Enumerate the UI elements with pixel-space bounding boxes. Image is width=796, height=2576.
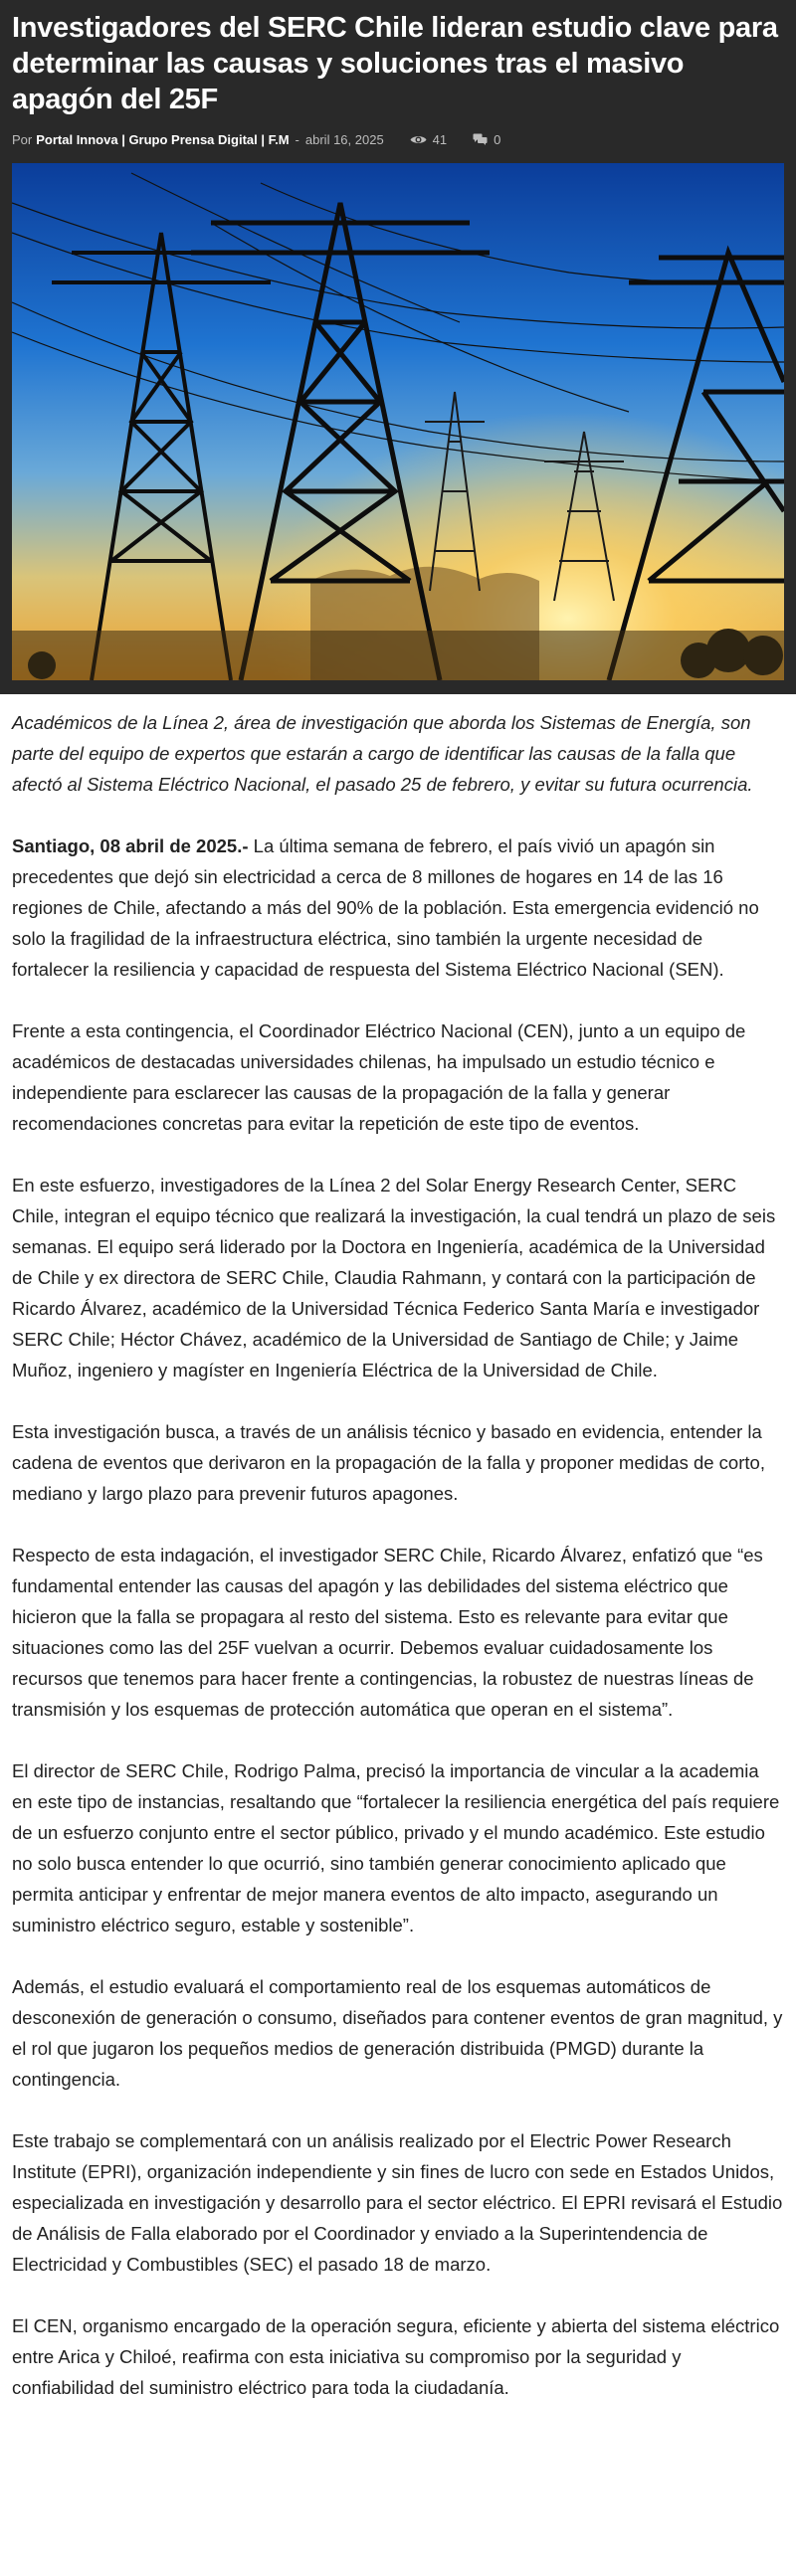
paragraph-3: En este esfuerzo, investigadores de la Línea 2 del Solar Energy Research Center, SERC Chile, integran el equipo técnico que realizará la investigación, la cual tendrá un plazo de seis semanas. El equipo será liderado por la Doctora en Ingeniería, académica de la Universidad de Chile y ex directora de SERC Chile, Claudia Rahmann, y contará con la participación de Ricardo Álvarez, académico de la Universidad Técnica Federico Santa María e investigador SERC Chile; Héctor Chávez, académico de la Universidad de Santiago de Chile; y Jaime Muñoz, ingeniero y magíster en Ingeniería Eléctrica de la Universidad de Chile. [12,1175,776,1380]
comments-value: 0 [494,131,501,147]
article-meta [12,129,784,149]
article-title: Investigadores del SERC Chile lideran estudio clave para determinar las causas y soluciones tras el masivo apagón del 25F [12,12,778,115]
hero-container [0,163,796,694]
article-lead: Académicos de la Línea 2, área de investigación que aborda los Sistemas de Energía, son parte del equipo de expertos que estarán a cargo de identificar las causas de la falla que afectó al Sistema Eléctrico Nacional, el pasado 25 de febrero, y evitar su futura ocurrencia. [12,712,753,795]
author-link[interactable]: Portal Innova | Grupo Prensa Digital | F.M [36,131,290,147]
views-count [410,132,447,147]
paragraph-1 [12,830,784,985]
power-lines-image [12,163,784,680]
paragraph-4: Esta investigación busca, a través de un análisis técnico y basado en evidencia, entender la cadena de eventos que derivaron en la propagación de la falla y proponer medidas de corto, mediano y largo plazo para prevenir futuros apagones. [12,1421,765,1504]
paragraph-1-text: La última semana de febrero, el país vivió un apagón sin precedentes que dejó sin electricidad a cerca de 8 millones de hogares en 14 de las 16 regiones de Chile, afectando a más del 90% de la población. Esta emergencia evidenció no solo la fragilidad de la infraestructura eléctrica, sino también la urgente necesidad de fortalecer la resiliencia y capacidad de respuesta del Sistema Eléctrico Nacional (SEN). [12,835,759,980]
dateline: Santiago, 08 abril de 2025.- [12,835,249,856]
comments-link[interactable] [473,132,500,147]
paragraph-8: Este trabajo se complementará con un análisis realizado por el Electric Power Research Institute (EPRI), organización independiente y sin fines de lucro con sede en Estados Unidos, especializada en investigación y desarrollo para el sector eléctrico. El EPRI revisará el Estudio de Análisis de Falla elaborado por el Coordinador y enviado a la Superintendencia de Electricidad y Combustibles (SEC) el pasado 18 de marzo. [12,2130,783,2275]
eye-icon [410,134,427,145]
meta-separator: - [295,131,299,147]
comment-icon [473,133,488,145]
paragraph-7: Además, el estudio evaluará el comportamiento real de los esquemas automáticos de desconexión de generación o consumo, diseñados para contener eventos de gran magnitud, y el rol que jugaron los pequeños medios de generación distribuida (PMGD) durante la contingencia. [12,1976,783,2090]
paragraph-5: Respecto de esta indagación, el investigador SERC Chile, Ricardo Álvarez, enfatizó que “es fundamental entender las causas del apagón y las debilidades del sistema eléctrico que hicieron que la falla se propagara al resto del sistema. Esto es relevante para evitar que situaciones como las del 25F vuelvan a ocurrir. Debemos evaluar cuidadosamente los recursos que tenemos para hacer frente a contingencias, la robustez de nuestras líneas de transmisión y los esquemas de protección automática que operan en el sistema”. [12,1545,763,1720]
by-label: Por [12,131,33,147]
paragraph-6: El director de SERC Chile, Rodrigo Palma, precisó la importancia de vincular a la academia en este tipo de instancias, resaltando que “fortalecer la resiliencia energética del país requiere de un esfuerzo conjunto entre el sector público, privado y el mundo académico. Este estudio no solo busca entender lo que ocurrió, sino también generar conocimiento aplicado que permita anticipar y enfrentar de mejor manera eventos de alto impacto, asegurando un suministro eléctrico seguro, estable y sostenible”. [12,1760,780,1935]
article-body [0,707,796,2403]
views-value: 41 [432,131,448,147]
paragraph-9: El CEN, organismo encargado de la operación segura, eficiente y abierta del sistema eléctrico entre Arica y Chiloé, reafirma con esta iniciativa su compromiso por la seguridad y confiabilidad del suministro eléctrico para toda la ciudadanía. [12,2315,780,2398]
article-header [0,0,796,163]
paragraph-2: Frente a esta contingencia, el Coordinador Eléctrico Nacional (CEN), junto a un equipo de académicos de destacadas universidades chilenas, ha impulsado un estudio técnico e independiente para esclarecer las causas de la propagación de la falla y generar recomendaciones concretas para evitar la repetición de este tipo de eventos. [12,1020,746,1134]
publish-date: abril 16, 2025 [304,131,384,147]
